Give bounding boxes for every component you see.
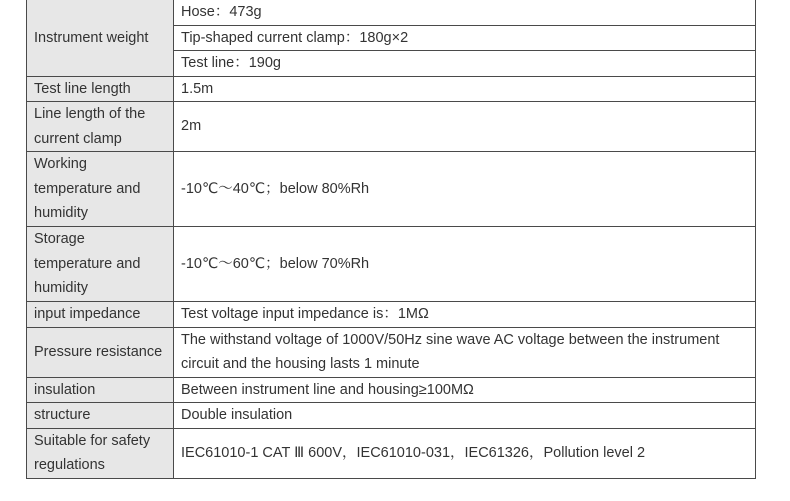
row-label-working-temp: Working temperature and humidity — [27, 152, 174, 227]
table-row — [27, 76, 756, 102]
row-label-safety-regulations: Suitable for safety regulations — [27, 428, 174, 478]
row-label-storage-temp: Storage temperature and humidity — [27, 227, 174, 302]
row-value-working-temp: -10℃～40℃；below 80%Rh — [174, 152, 756, 227]
row-label-instrument-weight: Instrument weight — [27, 0, 174, 76]
row-label-clamp-line-length: Line length of the current clamp — [27, 102, 174, 152]
row-value-test-line-weight: Test line：190g — [174, 51, 756, 77]
row-label-input-impedance: input impedance — [27, 302, 174, 328]
row-value-test-line-length: 1.5m — [174, 76, 756, 102]
row-value-structure: Double insulation — [174, 403, 756, 429]
row-value-pressure-resistance: The withstand voltage of 1000V/50Hz sine wave AC voltage between the instrument circuit and the housing lasts 1 minute — [174, 327, 756, 377]
spec-table — [26, 0, 756, 479]
row-value-clamp-weight: Tip-shaped current clamp：180g×2 — [174, 25, 756, 51]
row-label-test-line-length: Test line length — [27, 76, 174, 102]
row-value-input-impedance: Test voltage input impedance is：1MΩ — [174, 302, 756, 328]
row-label-pressure-resistance: Pressure resistance — [27, 327, 174, 377]
row-label-insulation: insulation — [27, 377, 174, 403]
table-row — [27, 102, 756, 152]
table-row — [27, 377, 756, 403]
row-label-structure: structure — [27, 403, 174, 429]
row-value-safety-regulations: IEC61010-1 CAT Ⅲ 600V，IEC61010-031，IEC61326，Pollution level 2 — [174, 428, 756, 478]
table-row — [27, 152, 756, 227]
row-value-hose-weight: Hose：473g — [174, 0, 756, 25]
table-row — [27, 227, 756, 302]
table-row — [27, 428, 756, 478]
row-value-storage-temp: -10℃～60℃；below 70%Rh — [174, 227, 756, 302]
row-value-clamp-line-length: 2m — [174, 102, 756, 152]
table-row — [27, 0, 756, 25]
table-row — [27, 403, 756, 429]
table-row — [27, 327, 756, 377]
table-row — [27, 302, 756, 328]
row-value-insulation: Between instrument line and housing≥100MΩ — [174, 377, 756, 403]
